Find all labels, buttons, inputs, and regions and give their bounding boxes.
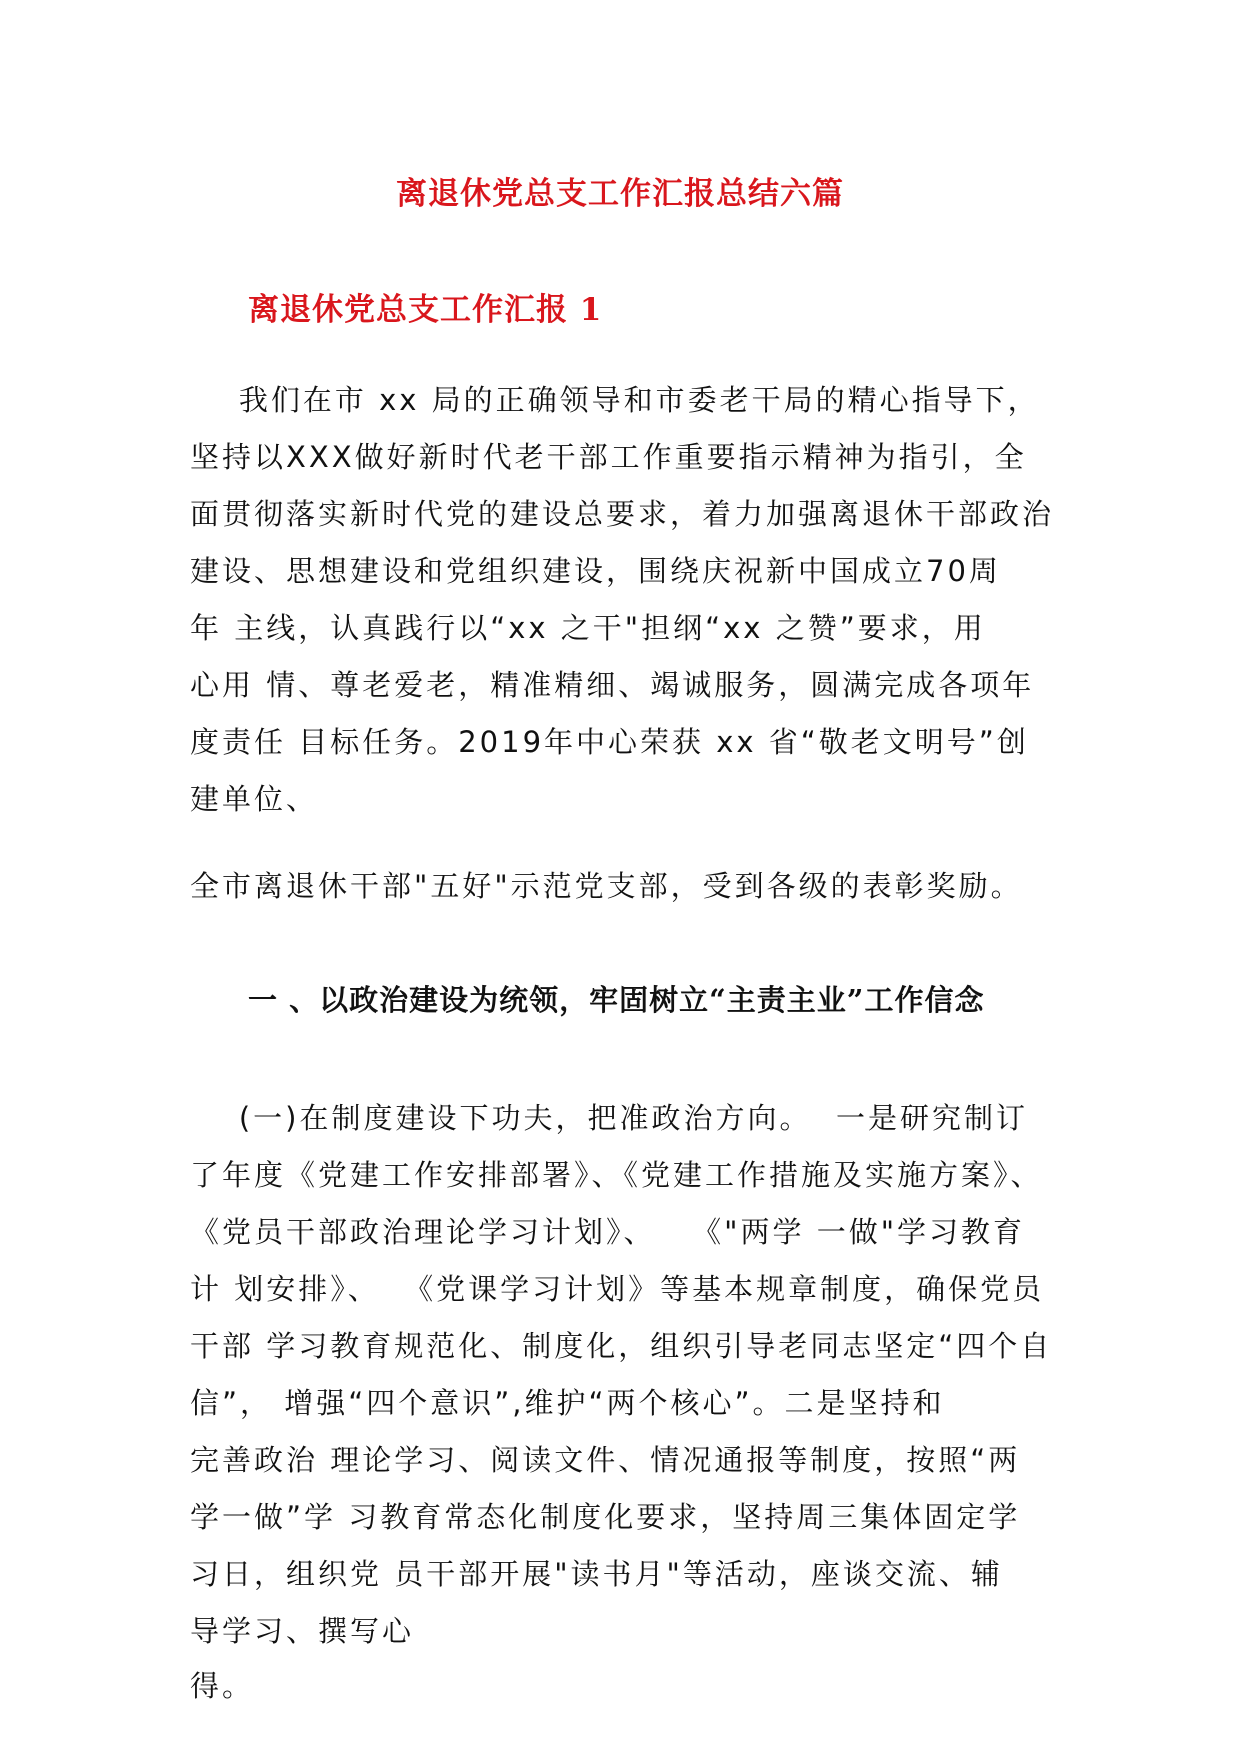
paragraph-line: 了年度《党建工作安排部署》、《党建工作措施及实施方案》、 — [190, 1158, 1043, 1192]
paragraph-line: 导学习、撰写心 — [190, 1614, 415, 1648]
paragraph-line: 建单位、 — [190, 782, 319, 816]
intro-last-line-block — [190, 858, 1070, 915]
section-heading: 一 、以政治建设为统领，牢固树立“主责主业”工作信念 — [248, 983, 985, 1017]
section-last-line-block — [190, 1658, 1070, 1715]
paragraph-line: 完善政治 理论学习、阅读文件、情况通报等制度，按照“两 — [190, 1443, 1021, 1477]
paragraph-line: 全市离退休干部"五好"示范党支部，受到各级的表彰奖励。 — [190, 869, 1023, 903]
paragraph-line: 信”， 增强“四个意识”,维护“两个核心”。二是坚持和 — [190, 1386, 945, 1420]
paragraph-line: 计 划安排》、 《党课学习计划》等基本规章制度，确保党员 — [190, 1272, 1045, 1306]
intro-paragraph — [190, 372, 1070, 828]
document-title: 离退休党总支工作汇报总结六篇 — [396, 176, 844, 212]
paragraph-line: 坚持以XXX做好新时代老干部工作重要指示精神为指引，全 — [190, 440, 1027, 474]
section-body-paragraph — [190, 1090, 1070, 1660]
paragraph-line: 习日，组织党 员干部开展"读书月"等活动，座谈交流、辅 — [190, 1557, 1003, 1591]
report-subtitle: 离退休党总支工作汇报 1 — [248, 292, 603, 328]
paragraph-line: 《党员干部政治理论学习计划》、 《"两学 一做"学习教育 — [190, 1215, 1026, 1249]
paragraph-line: 得。 — [190, 1669, 255, 1703]
paragraph-line: 度责任 目标任务。2019年中心荣获 xx 省“敬老文明号”创 — [190, 725, 1029, 759]
paragraph-line: 面贯彻落实新时代党的建设总要求，着力加强离退休干部政治 — [190, 497, 1055, 531]
paragraph-line: 心用 情、尊老爱老，精准精细、竭诚服务，圆满完成各项年 — [190, 668, 1035, 702]
paragraph-line: 干部 学习教育规范化、制度化，组织引导老同志坚定“四个自 — [190, 1329, 1053, 1363]
paragraph-line: 学一做”学 习教育常态化制度化要求，坚持周三集体固定学 — [190, 1500, 1021, 1534]
paragraph-line: 年 主线，认真践行以“xx 之干"担纲“xx 之赞”要求，用 — [190, 611, 986, 645]
paragraph-line: 我们在市 xx 局的正确领导和市委老干局的精心指导下， — [190, 383, 1040, 417]
paragraph-line: (一)在制度建设下功夫，把准政治方向。 一是研究制订 — [190, 1101, 1028, 1135]
paragraph-line: 建设、思想建设和党组织建设，围绕庆祝新中国成立70周 — [190, 554, 1001, 588]
